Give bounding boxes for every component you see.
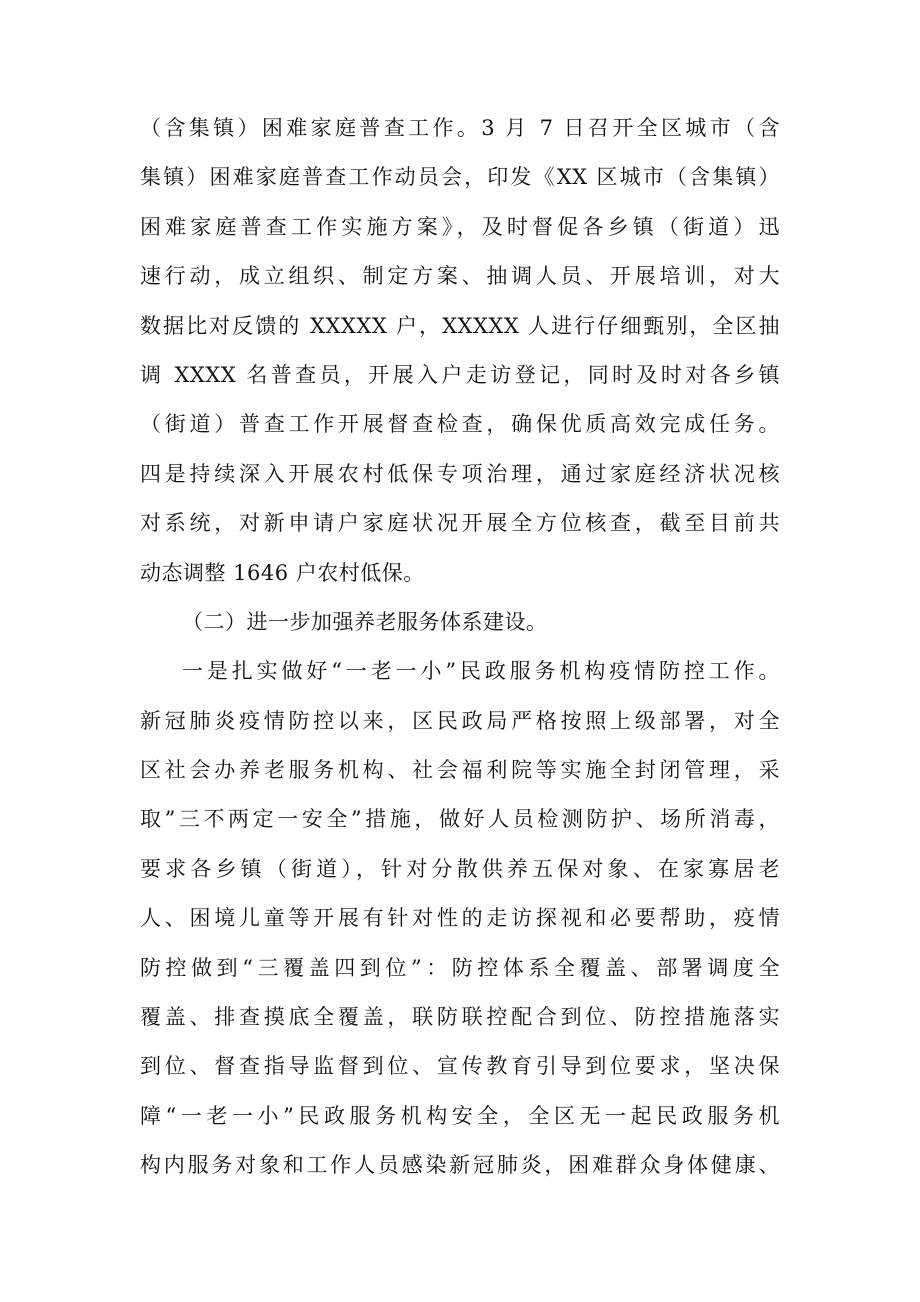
text-line: 速行动，成立组织、制定方案、抽调人员、开展培训，对大	[140, 264, 780, 289]
text-line: 覆盖、排查摸底全覆盖，联防联控配合到位、防控措施落实	[140, 1005, 780, 1030]
text-line: （含集镇）困难家庭普查工作。3 月 7 日召开全区城市（含	[140, 116, 780, 140]
paragraph-lead-line: 一是扎实做好“一老一小”民政服务机构疫情防控工作。	[182, 659, 780, 684]
text-line: 集镇）困难家庭普查工作动员会，印发《XX 区城市（含集镇）	[140, 165, 780, 190]
document-body	[140, 104, 780, 1191]
text-line: 人、困境儿童等开展有针对性的走访探视和必要帮助，疫情	[140, 906, 780, 931]
text-line: 到位、督查指导监督到位、宣传教育引导到位要求，坚决保	[140, 1054, 780, 1079]
text-line: 对系统，对新申请户家庭状况开展全方位核查，截至目前共	[140, 511, 780, 536]
text-line: 四是持续深入开展农村低保专项治理，通过家庭经济状况核	[140, 461, 780, 486]
text-line: 构内服务对象和工作人员感染新冠肺炎，困难群众身体健康、	[140, 1153, 780, 1178]
text-line: （街道）普查工作开展督查检查，确保优质高效完成任务。	[140, 412, 780, 437]
text-line: 困难家庭普查工作实施方案》，及时督促各乡镇（街道）迅	[140, 214, 780, 239]
section-heading: （二）进一步加强养老服务体系建设。	[182, 609, 548, 634]
text-line: 障“一老一小”民政服务机构安全，全区无一起民政服务机	[140, 1103, 780, 1128]
text-line: 防控做到“三覆盖四到位”：防控体系全覆盖、部署调度全	[140, 955, 780, 980]
text-line: 动态调整 1646 户农村低保。	[140, 560, 425, 585]
text-line: 区社会办养老服务机构、社会福利院等实施全封闭管理，采	[140, 758, 780, 783]
text-line: 调 XXXX 名普查员，开展入户走访登记，同时及时对各乡镇	[140, 362, 780, 387]
text-line: 要求各乡镇（街道），针对分散供养五保对象、在家寡居老	[140, 856, 780, 881]
text-line: 新冠肺炎疫情防控以来，区民政局严格按照上级部署，对全	[140, 708, 780, 733]
text-line: 取”三不两定一安全”措施，做好人员检测防护、场所消毒，	[140, 807, 780, 832]
text-line: 数据比对反馈的 XXXXX 户，XXXXX 人进行仔细甄别，全区抽	[140, 313, 780, 338]
